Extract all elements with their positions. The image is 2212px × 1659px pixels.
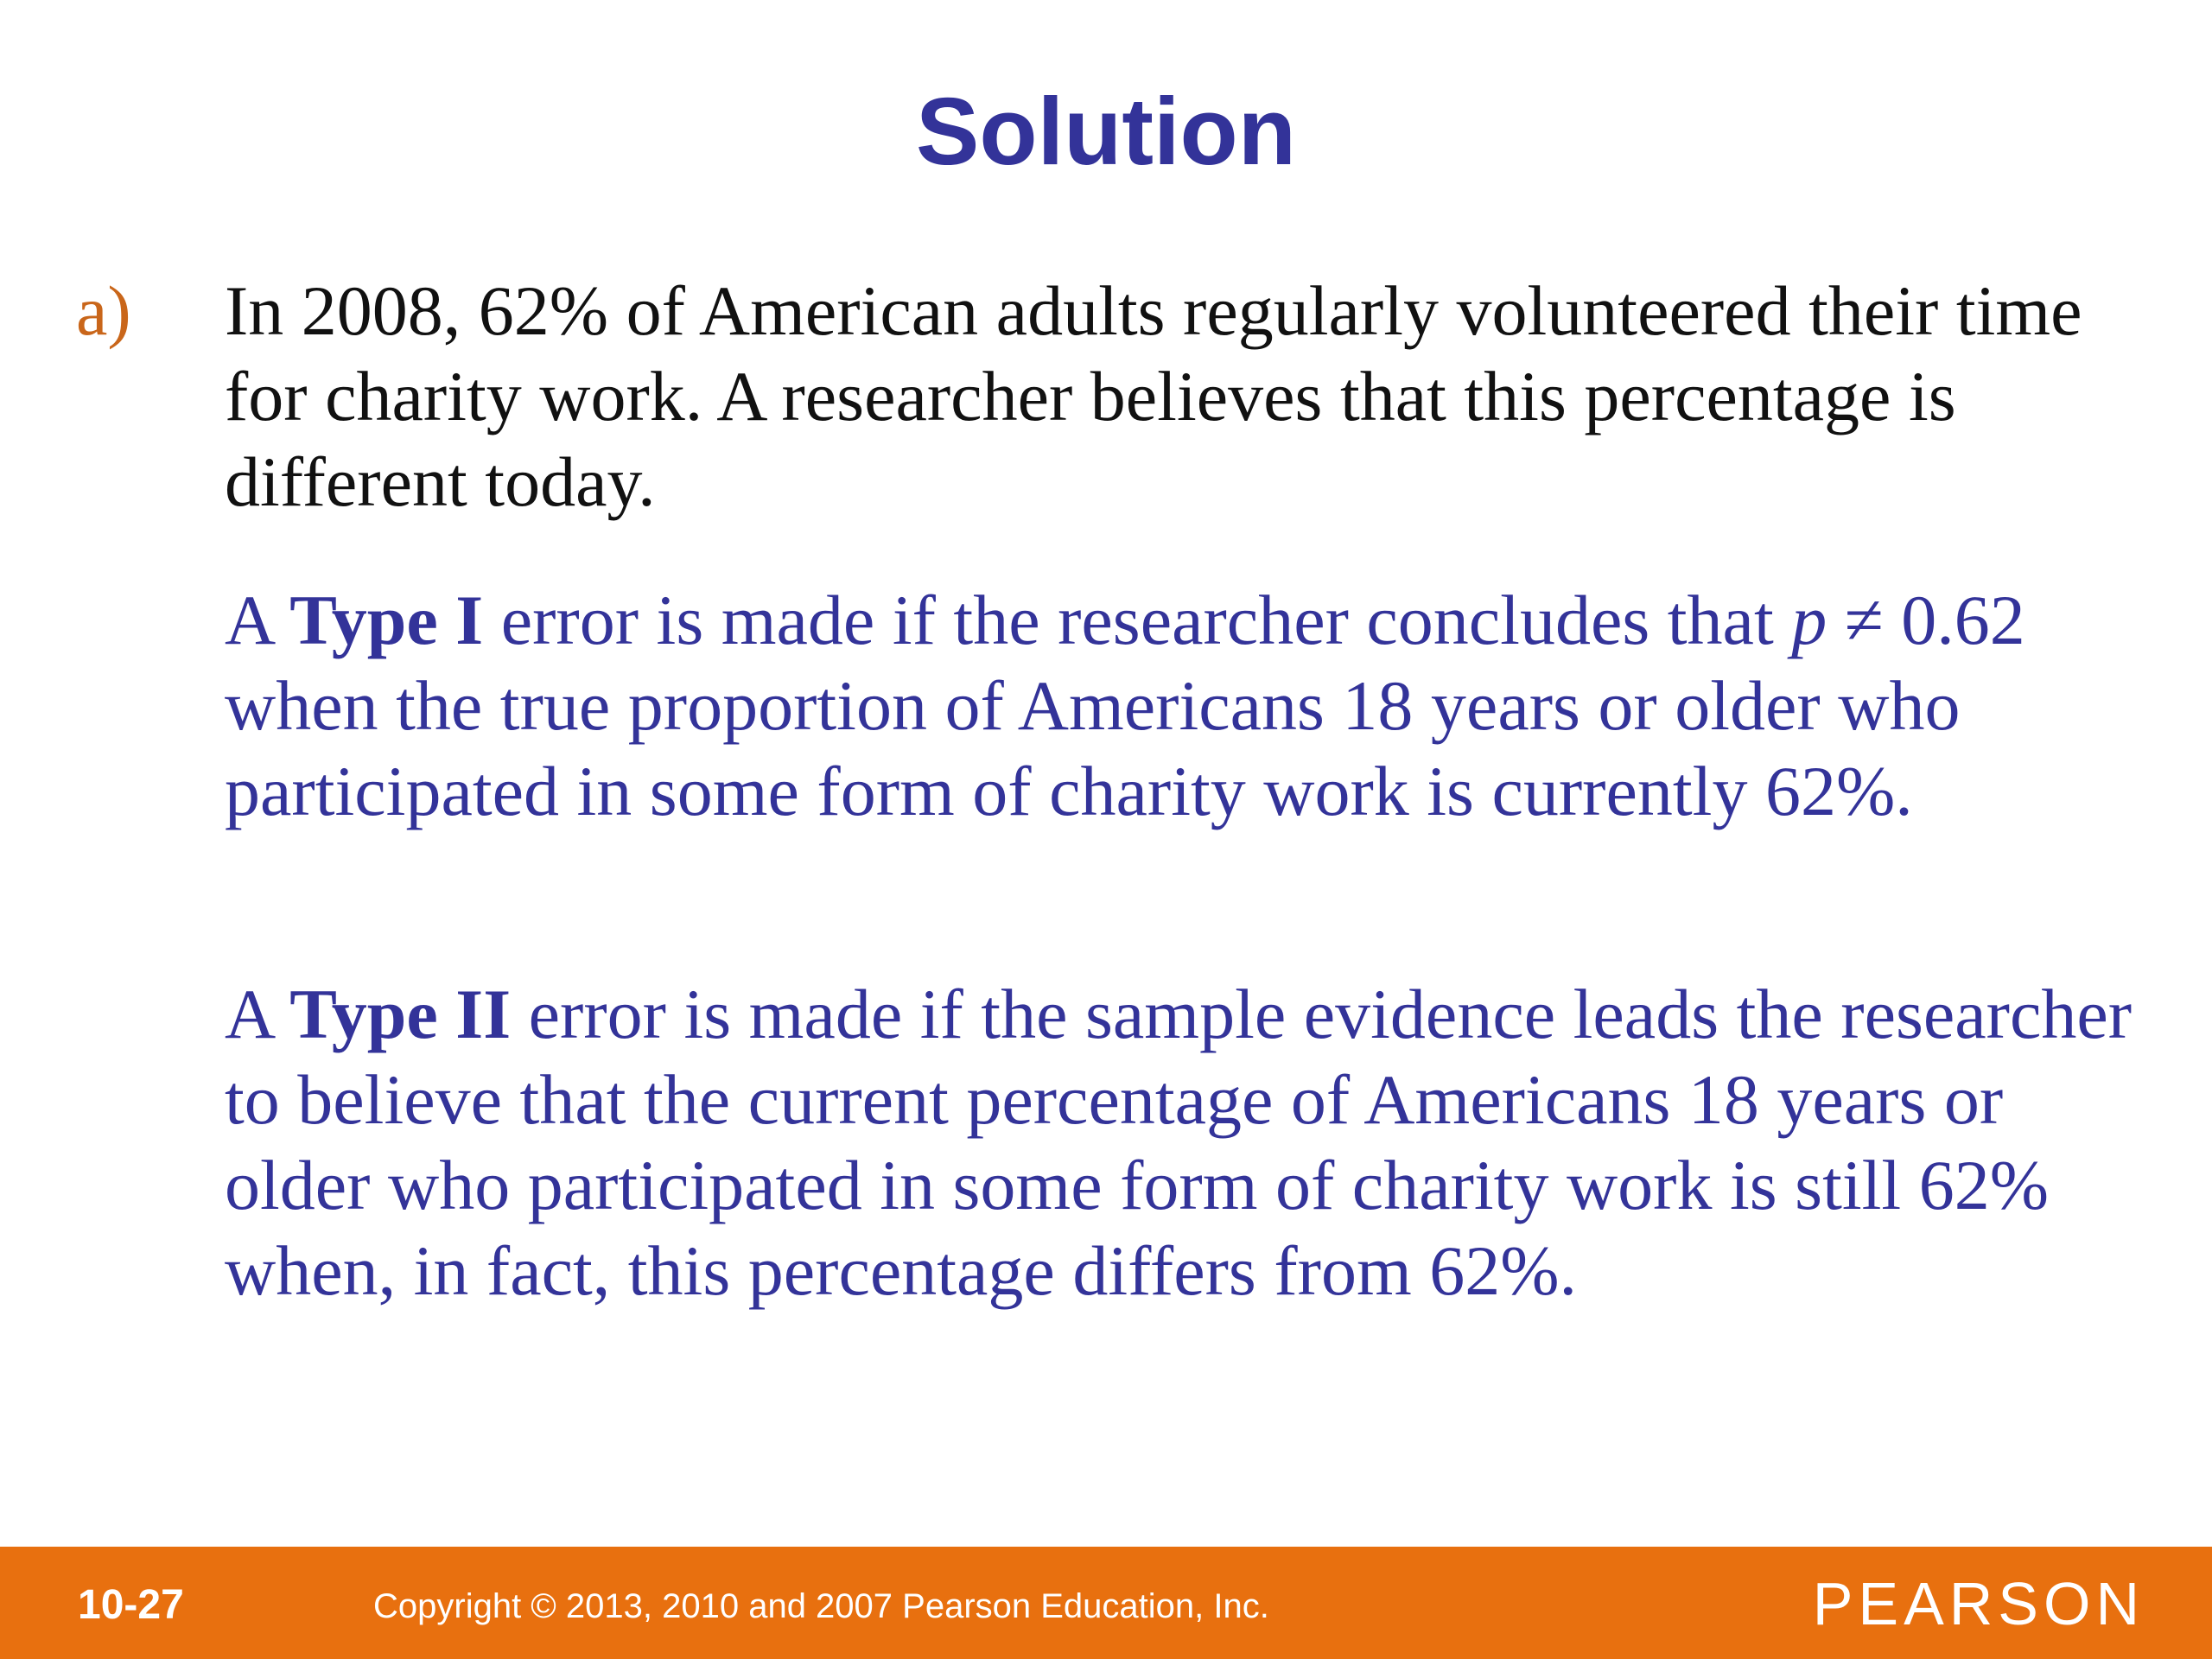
type-two-error-paragraph <box>225 971 2152 1313</box>
copyright-notice: Copyright © 2013, 2010 and 2007 Pearson Education, Inc. <box>373 1587 1269 1625</box>
type-two-lead: A <box>225 975 290 1053</box>
type-one-error-paragraph <box>225 577 2152 834</box>
type-one-lead: A <box>225 581 290 659</box>
pearson-logo: PEARSON <box>1812 1570 2145 1637</box>
slide-number: 10-27 <box>78 1582 184 1628</box>
item-marker: a) <box>76 271 131 350</box>
type-one-mid: error is made if the researcher concludes that <box>483 581 1792 659</box>
type-one-term: Type I <box>289 581 484 659</box>
proportion-symbol: p <box>1791 581 1827 659</box>
question-text: In 2008, 62% of American adults regularly volunteered their time for charity work. A researcher believes that this percentage is different today. <box>225 271 2082 521</box>
type-two-rest: error is made if the sample evidence leads the researcher to believe that the current percentage of Americans 18 years or older who participated in some form of charity work is still 62% when, in fact, this percentage differs from 62%. <box>225 975 2133 1310</box>
slide-title: Solution <box>916 79 1296 185</box>
type-two-term: Type II <box>289 975 512 1053</box>
type-one-rest: ≠ 0.62 when the true proportion of Americans 18 years or older who participated in some form of charity work is currently 62%. <box>225 581 2025 830</box>
footer-bar <box>0 1547 2212 1659</box>
